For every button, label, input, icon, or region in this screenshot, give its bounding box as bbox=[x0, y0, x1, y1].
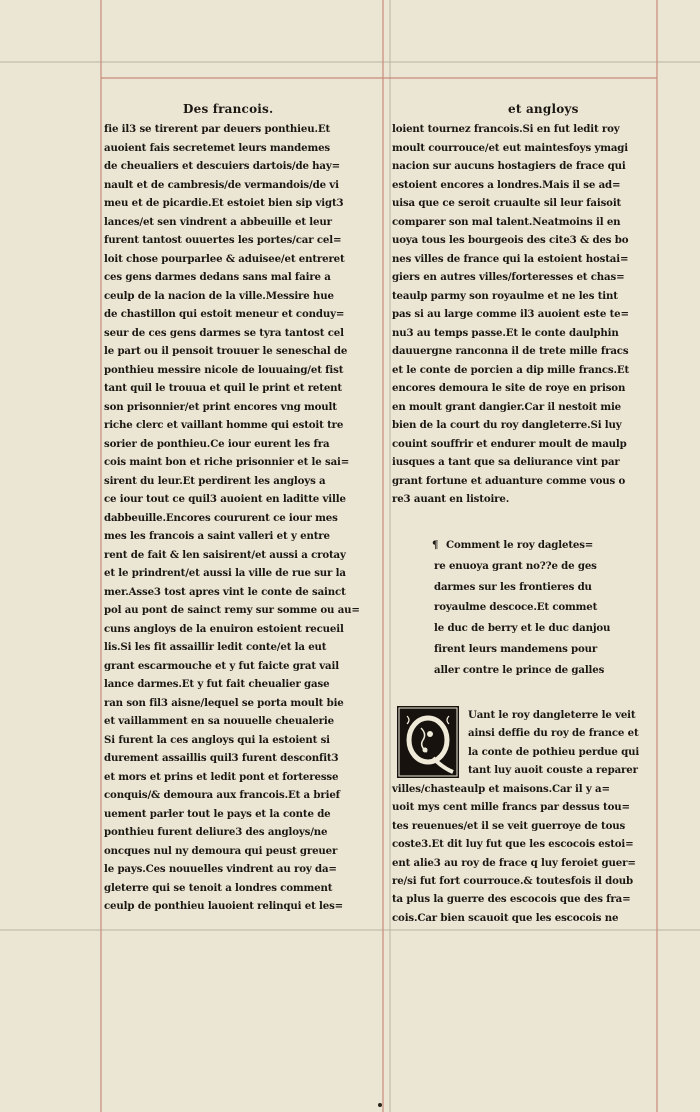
left-column-line bbox=[104, 231, 376, 250]
rubric-line-text: darmes sur les frontieres du bbox=[434, 580, 592, 593]
left-column-line-text: riche clerc et vaillant homme qui estoit tre bbox=[104, 419, 344, 431]
left-column-line-text: uement parler tout le pays et la conte de bbox=[104, 807, 331, 820]
rubric-line bbox=[434, 597, 664, 618]
rubric-line-text: royaulme descoce.Et commet bbox=[434, 601, 598, 614]
chapter-tail-line-text: ta plus la guerre des escocois que des fra= bbox=[392, 893, 631, 906]
pilcrow-icon: ¶ bbox=[432, 539, 439, 551]
right-column-line bbox=[392, 194, 660, 213]
right-column-line-text: iusques a tant que sa deliurance vint par bbox=[392, 456, 620, 468]
rubric-line-text: firent leurs mandemens pour bbox=[434, 642, 598, 655]
left-column-line-text: ponthieu furent deliure3 des angloys/ne bbox=[104, 826, 328, 838]
right-column-line-text: nacion sur aucuns hostagiers de frace qui bbox=[392, 160, 626, 172]
right-column-line-text: en moult grant dangier.Car il nestoit mie bbox=[392, 400, 622, 413]
left-column-line bbox=[104, 435, 376, 454]
left-column-line bbox=[104, 675, 376, 694]
chapter-tail-line-text: coste3.Et dit luy fut que les escocois estoi= bbox=[392, 838, 634, 851]
chapter-tail-line bbox=[392, 854, 660, 872]
right-column-line-text: dauuergne ranconna il de trete mille fracs bbox=[392, 345, 629, 357]
running-head-right: et angloys bbox=[508, 102, 579, 116]
left-column-line-text: de cheualiers et descuiers dartois/de hay= bbox=[104, 160, 341, 172]
right-column-line bbox=[392, 379, 660, 398]
left-column-line-text: le pays.Ces nouuelles vindrent au roy da= bbox=[104, 863, 337, 875]
left-column-line-text: durement assaillis quil3 furent desconfit3 bbox=[104, 752, 339, 764]
left-column-line-text: fie il3 se tirerent par deuers ponthieu.Et bbox=[104, 123, 331, 135]
right-column-line-text: teaulp parmy son royaulme et ne les tint bbox=[392, 289, 618, 302]
chapter-tail-line-text: cois.Car bien scauoit que les escocois ne bbox=[392, 911, 619, 924]
rubric-line-text: Comment le roy dagletes= bbox=[446, 539, 594, 551]
rubric-line bbox=[434, 556, 664, 577]
left-column-line-text: et mors et prins et ledit pont et forteresse bbox=[104, 770, 339, 783]
right-column-line bbox=[392, 268, 660, 287]
left-column-line bbox=[104, 860, 376, 879]
left-column-line bbox=[104, 879, 376, 898]
left-column-line bbox=[104, 897, 376, 916]
left-column-line-text: furent tantost ouuertes les portes/car cel= bbox=[104, 234, 342, 246]
chapter-tail-line-text: uoit mys cent mille francs par dessus tou= bbox=[392, 801, 630, 814]
rubric-line-text: aller contre le prince de galles bbox=[434, 663, 605, 676]
right-column-line-text: giers en autres villes/forteresses et chas= bbox=[392, 271, 625, 283]
right-column-line-text: uisa que ce seroit cruaulte sil leur faisoit bbox=[392, 197, 622, 209]
chapter-tail-line bbox=[392, 780, 660, 798]
left-column-line bbox=[104, 139, 376, 158]
left-column-line-text: Si furent la ces angloys qui la estoient si bbox=[104, 733, 330, 746]
chapter-tail-line-text: ent alie3 au roy de frace q luy feroiet guer= bbox=[392, 856, 636, 869]
right-column-line-text: estoient encores a londres.Mais il se ad= bbox=[392, 178, 621, 191]
left-column-line bbox=[104, 250, 376, 269]
right-column-line bbox=[392, 435, 660, 454]
right-column-line bbox=[392, 342, 660, 361]
left-column-line bbox=[104, 453, 376, 472]
right-column-line bbox=[392, 361, 660, 380]
right-column-line bbox=[392, 157, 660, 176]
left-column-line bbox=[104, 638, 376, 657]
right-column-line bbox=[392, 416, 660, 435]
left-column-line-text: seur de ces gens darmes se tyra tantost cel bbox=[104, 326, 344, 339]
right-column-line-text: et le conte de porcien a dip mille francs.Et bbox=[392, 363, 630, 376]
chapter-opening bbox=[468, 706, 664, 780]
chapter-line-text: Uant le roy dangleterre le veit bbox=[468, 709, 636, 721]
left-column-line bbox=[104, 416, 376, 435]
right-column-line-text: nu3 au temps passe.Et le conte daulphin bbox=[392, 326, 619, 339]
left-column-line bbox=[104, 583, 376, 602]
right-column-line-text: uoya tous les bourgeois des cite3 & des bo bbox=[392, 234, 629, 246]
chapter-tail-line bbox=[392, 835, 660, 853]
left-column-line-text: meu et de picardie.Et estoiet bien sip vigt3 bbox=[104, 197, 344, 209]
left-column-line bbox=[104, 601, 376, 620]
left-column-line bbox=[104, 527, 376, 546]
left-column-line bbox=[104, 194, 376, 213]
right-column-line bbox=[392, 250, 660, 269]
left-column-line bbox=[104, 120, 376, 139]
right-column-line bbox=[392, 472, 660, 491]
rubric-line bbox=[434, 535, 664, 556]
left-column-line bbox=[104, 157, 376, 176]
left-column-line-text: sirent du leur.Et perdirent les angloys a bbox=[104, 474, 326, 487]
chapter-line-text: la conte de pothieu perdue qui bbox=[468, 745, 640, 758]
left-column-line-text: ces gens darmes dedans sans mal faire a bbox=[104, 271, 331, 283]
left-column-line-text: dabbeuille.Encores coururent ce iour mes bbox=[104, 511, 338, 524]
right-column-line-text: loient tournez francois.Si en fut ledit roy bbox=[392, 123, 620, 135]
rubric-line bbox=[434, 618, 664, 639]
left-column-line-text: rent de fait & len saisirent/et aussi a crotay bbox=[104, 548, 346, 561]
left-column-line-text: le part ou il pensoit trouuer le seneschal de bbox=[104, 345, 348, 357]
left-column-line-text: ce iour tout ce quil3 auoient en laditte ville bbox=[104, 493, 346, 505]
left-column-line-text: nault et de cambresis/de vermandois/de vi bbox=[104, 178, 339, 191]
chapter-tail-line bbox=[392, 817, 660, 835]
left-column-line-text: son prisonnier/et print encores vng moult bbox=[104, 400, 337, 413]
left-column-line-text: lis.Si les fit assaillir ledit conte/et la eut bbox=[104, 641, 327, 653]
left-column-line bbox=[104, 398, 376, 417]
right-column-line bbox=[392, 120, 660, 139]
left-column-line-text: lance darmes.Et y fut fait cheualier gase bbox=[104, 678, 330, 690]
left-text-column bbox=[104, 120, 376, 916]
right-column-line bbox=[392, 213, 660, 232]
left-column-line-text: ceulp de la nacion de la ville.Messire hue bbox=[104, 289, 334, 302]
left-column-line bbox=[104, 768, 376, 787]
left-column-line bbox=[104, 786, 376, 805]
left-column-line bbox=[104, 749, 376, 768]
left-column-line bbox=[104, 712, 376, 731]
left-column-line-text: et le prindrent/et aussi la ville de rue sur la bbox=[104, 567, 346, 579]
right-column-line-text: re3 auant en listoire. bbox=[392, 493, 510, 505]
left-column-line bbox=[104, 361, 376, 380]
rubric-line bbox=[434, 577, 664, 598]
left-column-line-text: lances/et sen vindrent a abbeuille et leur bbox=[104, 215, 332, 228]
left-column-line bbox=[104, 620, 376, 639]
left-column-line bbox=[104, 805, 376, 824]
left-column-line bbox=[104, 490, 376, 509]
left-column-line bbox=[104, 564, 376, 583]
rubric-line bbox=[434, 639, 664, 660]
left-column-line bbox=[104, 287, 376, 306]
chapter-tail-line bbox=[392, 909, 660, 927]
right-column-line-text: bien de la court du roy dangleterre.Si luy bbox=[392, 419, 622, 431]
page-signature-dot bbox=[378, 1103, 382, 1107]
chapter-rubric bbox=[434, 535, 664, 681]
right-column-line-text: comparer son mal talent.Neatmoins il en bbox=[392, 215, 621, 228]
left-column-line-text: et vaillamment en sa nouuelle cheualerie bbox=[104, 715, 334, 727]
right-column-line-text: nes villes de france qui la estoient hostai= bbox=[392, 252, 629, 265]
chapter-line-text: ainsi deffie du roy de france et bbox=[468, 727, 639, 740]
left-column-line-text: gleterre qui se tenoit a londres comment bbox=[104, 881, 333, 894]
right-column-line bbox=[392, 231, 660, 250]
left-column-line-text: loit chose pourparlee & aduisee/et entreret bbox=[104, 252, 345, 265]
left-column-line bbox=[104, 731, 376, 750]
left-column-line bbox=[104, 213, 376, 232]
left-column-line bbox=[104, 176, 376, 195]
right-column-line-text: couint souffrir et endurer moult de maulp bbox=[392, 437, 627, 450]
chapter-tail-line-text: tes reuenues/et il se veit guerroye de tous bbox=[392, 819, 626, 832]
left-column-line-text: tant quil le trouua et quil le print et retent bbox=[104, 382, 342, 394]
left-column-line-text: pol au pont de sainct remy sur somme ou au= bbox=[104, 604, 360, 616]
chapter-tail-line bbox=[392, 890, 660, 908]
right-column-line bbox=[392, 398, 660, 417]
left-column-line-text: ran son fil3 aisne/lequel se porta moult bie bbox=[104, 696, 344, 709]
chapter-tail-line-text: villes/chasteaulp et maisons.Car il y a= bbox=[392, 783, 610, 795]
right-column-line-text: pas si au large comme il3 auoient este te= bbox=[392, 308, 629, 320]
left-column-line bbox=[104, 842, 376, 861]
left-column-line bbox=[104, 823, 376, 842]
right-column-line-text: grant fortune et aduanture comme vous o bbox=[392, 474, 626, 487]
left-column-line bbox=[104, 379, 376, 398]
chapter-line bbox=[468, 761, 664, 779]
left-column-line-text: cuns angloys de la enuiron estoient recueil bbox=[104, 622, 344, 635]
right-column-line bbox=[392, 287, 660, 306]
left-column-line bbox=[104, 546, 376, 565]
left-column-line bbox=[104, 694, 376, 713]
rubric-line-text: re enuoya grant no??e de ges bbox=[434, 559, 597, 572]
left-column-line-text: conquis/& demoura aux francois.Et a brief bbox=[104, 789, 340, 801]
right-column-line bbox=[392, 490, 660, 509]
left-column-line-text: mer.Asse3 tost apres vint le conte de sainct bbox=[104, 585, 346, 598]
left-column-line-text: cois maint bon et riche prisonnier et le sai= bbox=[104, 456, 350, 468]
chapter-continuation bbox=[392, 780, 660, 927]
decorated-initial-q bbox=[397, 706, 459, 778]
chapter-line bbox=[468, 706, 664, 724]
left-column-line bbox=[104, 657, 376, 676]
left-column-line-text: mes les francois a saint valleri et y entre bbox=[104, 530, 330, 542]
chapter-tail-line bbox=[392, 798, 660, 816]
left-column-line-text: ponthieu messire nicole de louuaing/et fist bbox=[104, 363, 344, 376]
right-column-line-text: moult courrouce/et eut maintesfoys ymagi bbox=[392, 141, 628, 154]
left-column-line bbox=[104, 268, 376, 287]
left-column-line-text: oncques nul ny demoura qui peust greuer bbox=[104, 844, 338, 857]
right-column-line bbox=[392, 176, 660, 195]
right-column-line bbox=[392, 305, 660, 324]
rubric-line-text: le duc de berry et le duc danjou bbox=[434, 622, 611, 635]
chapter-tail-line-text: re/si fut fort courrouce.& toutesfois il doub bbox=[392, 874, 634, 887]
left-column-line-text: ceulp de ponthieu lauoient relinqui et les= bbox=[104, 900, 344, 912]
chapter-tail-line bbox=[392, 872, 660, 890]
right-text-column bbox=[392, 120, 660, 509]
right-column-line bbox=[392, 453, 660, 472]
left-column-line bbox=[104, 305, 376, 324]
left-column-line bbox=[104, 472, 376, 491]
left-column-line-text: grant escarmouche et y fut faicte grat vail bbox=[104, 659, 339, 672]
chapter-line-text: tant luy auoit couste a reparer bbox=[468, 764, 638, 777]
left-column-line-text: auoient fais secretemet leurs mandemes bbox=[104, 141, 331, 154]
right-column-line bbox=[392, 324, 660, 343]
left-column-line bbox=[104, 342, 376, 361]
rubric-line bbox=[434, 660, 664, 681]
left-column-line-text: sorier de ponthieu.Ce iour eurent les fra bbox=[104, 437, 330, 450]
running-head-left: Des francois. bbox=[183, 102, 274, 116]
chapter-line bbox=[468, 743, 664, 761]
chapter-line bbox=[468, 724, 664, 742]
left-column-line bbox=[104, 509, 376, 528]
right-column-line bbox=[392, 139, 660, 158]
right-column-line-text: encores demoura le site de roye en prison bbox=[392, 382, 626, 394]
left-column-line-text: de chastillon qui estoit meneur et conduy= bbox=[104, 308, 345, 320]
left-column-line bbox=[104, 324, 376, 343]
